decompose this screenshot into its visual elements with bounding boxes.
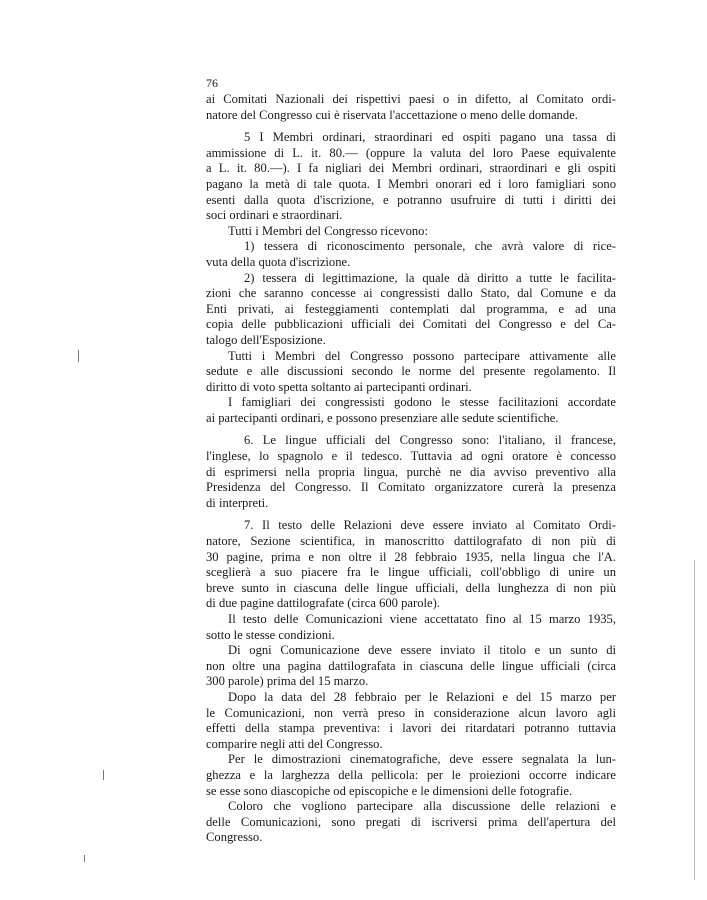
text-line: 6. Le lingue ufficiali del Congresso sono: l'italiano, il francese,	[244, 433, 616, 448]
text-line: sceglierà a suo piacere fra le lingue ufficiali, coll'obbligo di unire un	[206, 565, 616, 580]
text-line: ai Comitati Nazionali dei rispettivi paesi o in difetto, al Comitato ordi-	[206, 92, 616, 106]
text-line: 5 I Membri ordinari, straordinari ed ospiti pagano una tassa di	[244, 130, 616, 145]
text-line: Dopo la data del 28 febbraio per le Relazioni e del 15 marzo per	[228, 689, 616, 704]
text-line: di interpreti.	[206, 495, 269, 510]
text-line: Di ogni Comunicazione deve essere inviato il titolo e un sunto di	[228, 643, 616, 658]
text-line: pagano la metà di tale quota. I Membri onorari ed i loro famigliari sono	[206, 176, 616, 191]
text-line: ammissione di L. it. 80.— (oppure la valuta del loro Paese equivalente	[206, 145, 616, 160]
text-line: Coloro che vogliono partecipare alla discussione delle relazioni e	[228, 799, 616, 814]
text-line: natore del Congresso cui è riservata l'accettazione o meno delle domande.	[206, 107, 578, 122]
text-line: delle Comunicazioni, sono pregati di iscriversi prima dell'apertura del	[206, 814, 616, 829]
text-line: vuta della quota d'iscrizione.	[206, 254, 351, 269]
text-line: soci ordinari e straordinari.	[206, 208, 343, 223]
text-line: diritto di voto spetta soltanto ai partecipanti ordinari.	[206, 379, 472, 394]
text-line: Enti privati, ai festeggiamenti contemplati dal programma, e ad una	[206, 301, 616, 316]
text-line: 300 parole) prima del 15 marzo.	[206, 674, 369, 689]
text-line: breve sunto in ciascuna delle lingue ufficiali, della lunghezza di non più	[206, 580, 616, 595]
text-line: di esprimersi nella propria lingua, purchè ne dia avviso preventivo alla	[206, 464, 616, 479]
scan-mark	[78, 350, 79, 362]
text-line: di due pagine dattilografate (circa 600 parole).	[206, 596, 440, 611]
text-line: comparire negli atti del Congresso.	[206, 736, 383, 751]
text-line: le Comunicazioni, non verrà preso in considerazione alcun lavoro agli	[206, 705, 616, 720]
text-line: sedute e alle discussioni secondo le norme del presente regolamento. Il	[206, 364, 616, 379]
text-line: non oltre una pagina dattilografata in ciascuna delle lingue ufficiali (circa	[206, 658, 616, 673]
text-line: copia delle pubblicazioni ufficiali dei Comitati del Congresso e del Ca-	[206, 317, 616, 332]
text-line: ai partecipanti ordinari, e possono presenziare alle sedute scientifiche.	[206, 410, 559, 425]
text-line: Congresso.	[206, 830, 263, 845]
text-line: zioni che saranno concesse ai congressisti dallo Stato, dal Comune e da	[206, 286, 616, 301]
scan-mark	[103, 770, 104, 780]
text-line: Tutti i Membri del Congresso ricevono:	[228, 223, 428, 238]
text-line: 30 pagine, prima e non oltre il 28 febbraio 1935, nella lingua che l'A.	[206, 549, 616, 564]
text-line: 7. Il testo delle Relazioni deve essere inviato al Comitato Ordi-	[244, 518, 616, 533]
page-number: 76	[206, 76, 218, 90]
text-line: 2) tessera di legittimazione, la quale dà diritto a tutte le facilita-	[244, 270, 616, 285]
body-text	[206, 92, 616, 846]
text-line: Il testo delle Comunicazioni viene accettatato fino al 15 marzo 1935,	[228, 612, 616, 626]
text-line: Per le dimostrazioni cinematografiche, deve essere segnalata la lun-	[228, 752, 616, 767]
text-line: Tutti i Membri del Congresso possono partecipare attivamente alle	[228, 348, 616, 363]
scan-mark	[84, 855, 85, 862]
text-line: sotto le stesse condizioni.	[206, 627, 335, 642]
text-line: 1) tessera di riconoscimento personale, che avrà valore di rice-	[244, 239, 616, 254]
text-line: a L. it. 80.—). I fa nigliari dei Membri ordinari, straordinari e gli ospiti	[206, 161, 616, 176]
text-line: I famigliari dei congressisti godono le stesse facilitazioni accordate	[228, 395, 616, 410]
text-line: l'inglese, lo spagnolo e il tedesco. Tuttavia ad ogni oratore è concesso	[206, 449, 616, 464]
text-line: natore, Sezione scientifica, in manoscritto dattilografato di non più di	[206, 534, 616, 549]
text-line: esenti dalla quota d'iscrizione, e potranno usufruire di tutti i diritti dei	[206, 192, 616, 207]
text-line: se esse sono diascopiche od episcopiche e le dimensioni delle fotografie.	[206, 783, 573, 798]
text-line: talogo dell'Esposizione.	[206, 332, 326, 347]
text-line: ghezza e la larghezza della pellicola: per le proiezioni occorre indicare	[206, 767, 616, 782]
text-line: effetti della stampa preventiva: i lavori dei ritardatari potranno tuttavia	[206, 721, 616, 736]
scan-mark	[694, 560, 695, 880]
text-line: Presidenza del Congresso. Il Comitato organizzatore curerà la presenza	[206, 480, 616, 495]
